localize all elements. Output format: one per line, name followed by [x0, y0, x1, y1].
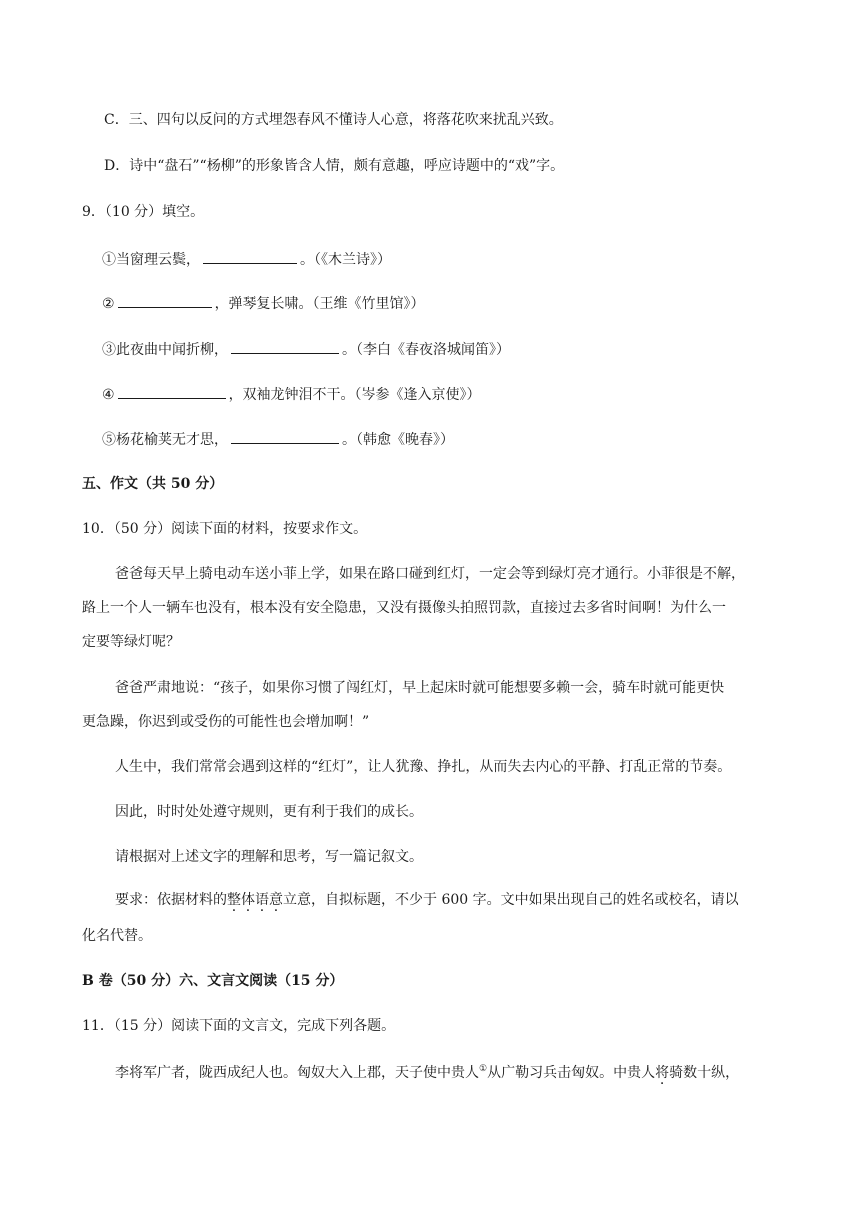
emphasis-char: 语 [255, 892, 269, 908]
fill-item-4-pre: ④ [102, 387, 115, 403]
fill-item-3-post: 。（李白《春夜洛城闻笛》） [342, 342, 510, 358]
answer-blank-3[interactable] [231, 338, 339, 354]
classical-passage-line1 [115, 1059, 739, 1083]
fill-item-5-pre: ⑤杨花榆荚无才思， [102, 432, 228, 448]
footnote-marker: ① [479, 1064, 488, 1074]
fill-item-1 [102, 248, 391, 270]
fill-item-2 [102, 292, 425, 314]
fill-item-5 [102, 428, 454, 450]
section-5-heading: 五、作文（共 50 分） [82, 476, 224, 492]
emphasis-char: 体 [241, 892, 255, 908]
passage-part-b: 从广勒习兵击匈奴。中贵人 [487, 1065, 656, 1081]
material-p5: 请根据对上述文字的理解和思考，写一篇记叙文。 [115, 849, 423, 865]
answer-blank-1[interactable] [203, 248, 297, 264]
essay-requirement-line2: 化名代替。 [82, 928, 152, 944]
fill-item-4 [102, 383, 481, 405]
emphasis-char: 意 [269, 892, 283, 908]
fill-item-2-pre: ② [102, 296, 115, 312]
material-p2-line1: 爸爸严肃地说：“孩子，如果你习惯了闯红灯，早上起床时就可能想要多赖一会，骑车时就可能更快 [115, 680, 725, 696]
fill-item-1-post: 。（《木兰诗》） [300, 252, 391, 268]
question-10-header: 10．（50 分）阅读下面的材料，按要求作文。 [82, 521, 368, 537]
section-b-heading: B 卷（50 分）六、文言文阅读（15 分） [82, 973, 344, 989]
question-11-header: 11．（15 分）阅读下面的文言文，完成下列各题。 [82, 1018, 396, 1034]
passage-part-c: 骑数十纵， [669, 1065, 740, 1081]
material-p3: 人生中，我们常常会遇到这样的“红灯”，让人犹豫、挣扎，从而失去内心的平静、打乱正常的节奏。 [115, 759, 732, 775]
essay-requirement-line1 [115, 890, 739, 910]
requirement-rest: 立意，自拟标题，不少于 600 字。文中如果出现自己的姓名或校名，请以 [283, 892, 739, 908]
passage-part-a: 李将军广者，陇西成纪人也。匈奴大入上郡，天子使中贵人 [115, 1065, 479, 1081]
question-9-header: 9．（10 分）填空。 [82, 204, 205, 220]
requirement-prefix: 要求：依据材料的 [115, 892, 227, 908]
material-p4: 因此，时时处处遵守规则，更有利于我们的成长。 [115, 804, 423, 820]
fill-item-4-post: ，双袖龙钟泪不干。（岑参《逢入京使》） [228, 387, 481, 403]
fill-item-5-post: 。（韩愈《晚春》） [342, 432, 454, 448]
material-p1-line3: 定要等绿灯呢？ [82, 634, 180, 650]
answer-blank-2[interactable] [118, 292, 212, 308]
fill-item-1-pre: ①当窗理云鬓， [102, 252, 200, 268]
material-p2-line2: 更急躁，你迟到或受伤的可能性也会增加啊！” [82, 714, 370, 730]
option-c: C．三、四句以反问的方式埋怨春风不懂诗人心意，将落花吹来扰乱兴致。 [104, 112, 563, 128]
material-p1-line1: 爸爸每天早上骑电动车送小菲上学，如果在路口碰到红灯，一定会等到绿灯亮才通行。小菲很是不解， [115, 566, 745, 582]
emphasis-char: 将 [655, 1065, 670, 1081]
option-d: D．诗中“盘石”“杨柳”的形象皆含人情，颇有意趣，呼应诗题中的“戏”字。 [104, 158, 565, 174]
fill-item-3-pre: ③此夜曲中闻折柳， [102, 342, 228, 358]
fill-item-3 [102, 338, 510, 360]
material-p1-line2: 路上一个人一辆车也没有，根本没有安全隐患，又没有摄像头拍照罚款，直接过去多省时间啊！为什么一 [82, 600, 726, 616]
answer-blank-4[interactable] [118, 383, 226, 399]
emphasis-char: 整 [227, 892, 241, 908]
fill-item-2-post: ，弹琴复长啸。（王维《竹里馆》） [214, 296, 425, 312]
answer-blank-5[interactable] [231, 428, 339, 444]
